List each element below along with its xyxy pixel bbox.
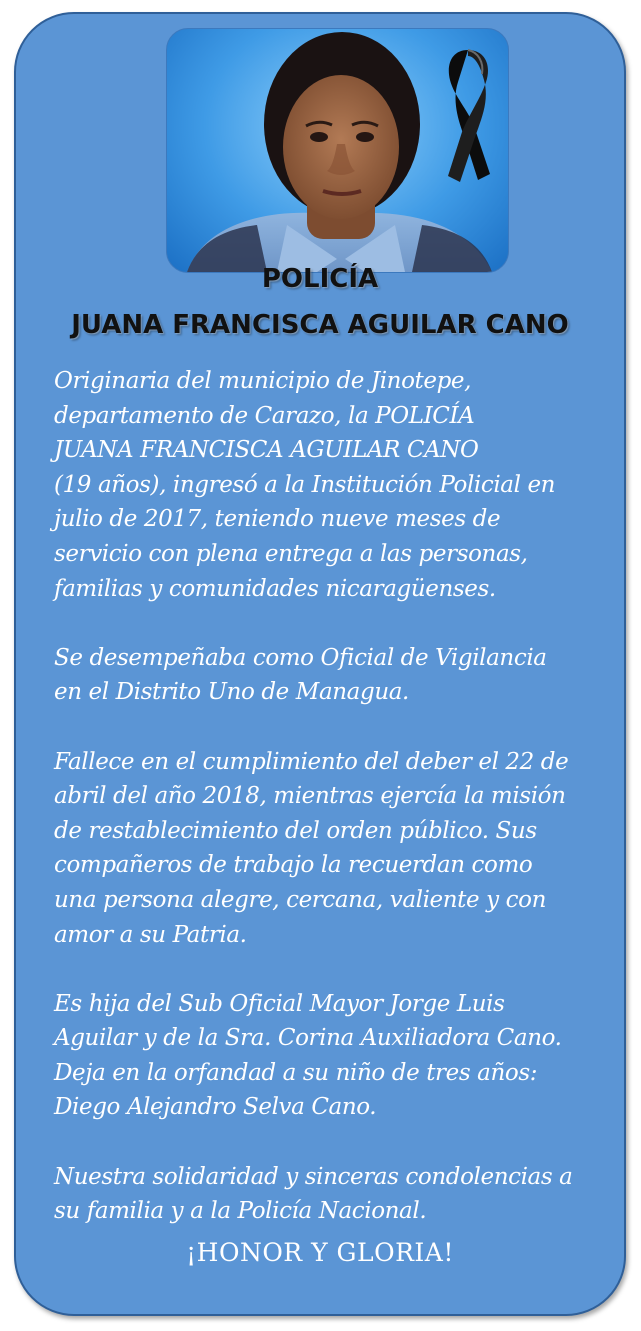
text-line: su familia y a la Policía Nacional. <box>54 1198 427 1225</box>
paragraph-family <box>54 987 614 1125</box>
text-line: julio de 2017, teniendo nueve meses de <box>54 506 501 533</box>
text-line: JUANA FRANCISCA AGUILAR CANO <box>54 437 479 464</box>
text-line: Es hija del Sub Oficial Mayor Jorge Luis <box>54 990 505 1017</box>
text-line: Deja en la orfandad a su niño de tres años: <box>54 1059 538 1086</box>
text-line: familias y comunidades nicaragüenses. <box>54 575 496 602</box>
honor-slogan: ¡HONOR Y GLORIA! <box>186 1238 454 1267</box>
name-heading: JUANA FRANCISCA AGUILAR CANO <box>71 310 569 340</box>
mourning-ribbon-icon <box>438 44 498 184</box>
text-line: servicio con plena entrega a las personas, <box>54 540 528 567</box>
paragraph-death <box>54 745 614 953</box>
text-line: Se desempeñaba como Oficial de Vigilancia <box>54 644 547 671</box>
text-line: abril del año 2018, mientras ejercía la misión <box>54 783 566 810</box>
text-line: una persona alegre, cercana, valiente y con <box>54 886 546 913</box>
paragraph-origin <box>54 364 614 606</box>
biography-text <box>54 364 614 1263</box>
text-line: amor a su Patria. <box>54 921 247 948</box>
text-line: departamento de Carazo, la POLICÍA <box>54 402 475 429</box>
paragraph-role <box>54 641 614 710</box>
text-line: Aguilar y de la Sra. Corina Auxiliadora Cano. <box>54 1025 562 1052</box>
text-line: compañeros de trabajo la recuerdan como <box>54 852 533 879</box>
rank-heading: POLICÍA <box>261 264 379 294</box>
text-line: Diego Alejandro Selva Cano. <box>54 1094 377 1121</box>
text-line: (19 años), ingresó a la Institución Policial en <box>54 471 556 498</box>
text-line: Nuestra solidaridad y sinceras condolencias a <box>54 1163 573 1190</box>
text-line: Fallece en el cumplimiento del deber el 22 de <box>54 748 569 775</box>
paragraph-condolences <box>54 1160 614 1229</box>
text-line: de restablecimiento del orden público. Sus <box>54 817 537 844</box>
text-line: Originaria del municipio de Jinotepe, <box>54 368 472 394</box>
text-line: en el Distrito Uno de Managua. <box>54 679 409 706</box>
